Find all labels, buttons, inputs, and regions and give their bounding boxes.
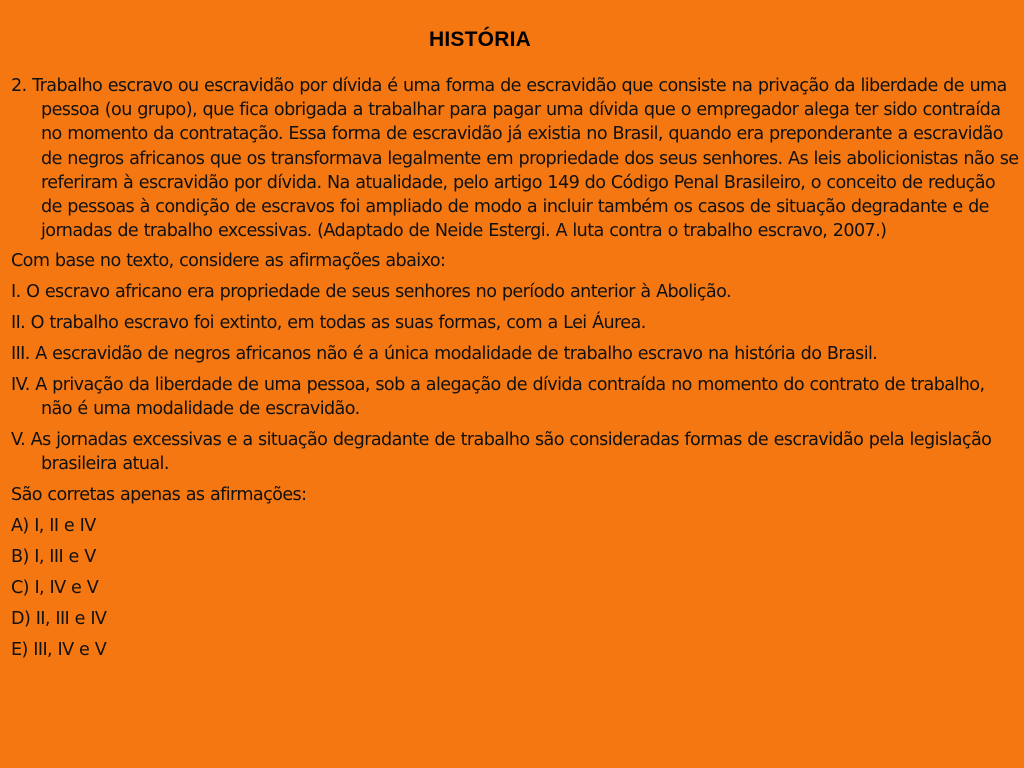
answer-option-b: B) I, III e V xyxy=(11,547,96,568)
statement-item-1: I. O escravo africano era propriedade de seus senhores no período anterior à Abolição. xyxy=(11,282,731,303)
answer-option-a: A) I, II e IV xyxy=(11,516,96,537)
question-conclusion: São corretas apenas as afirmações: xyxy=(11,485,307,506)
question-prompt: Com base no texto, considere as afirmações abaixo: xyxy=(11,251,446,272)
question-body xyxy=(11,74,1019,669)
statement-item-5: V. As jornadas excessivas e a situação degradante de trabalho são consideradas formas de escravidão pela legislação brasileira atual. xyxy=(11,430,992,475)
answer-option-c: C) I, IV e V xyxy=(11,578,99,599)
statement-item-2: II. O trabalho escravo foi extinto, em todas as suas formas, com a Lei Áurea. xyxy=(11,313,646,334)
answer-option-d: D) II, III e IV xyxy=(11,609,107,630)
page-title: HISTÓRIA xyxy=(429,28,531,51)
answer-option-e: E) III, IV e V xyxy=(11,640,107,661)
question-statement: 2. Trabalho escravo ou escravidão por dívida é uma forma de escravidão que consiste na privação da liberdade de uma pessoa (ou grupo), que fica obrigada a trabalhar para pagar uma dívida que o empregador alega ter sido contraída no momento da contratação. Essa forma de escravidão já existia no Brasil, quando era preponderante a escravidão de negros africanos que os transformava legalmente em propriedade dos seus senhores. As leis abolicionistas não se referiram à escravidão por dívida. Na atualidade, pelo artigo 149 do Código Penal Brasileiro, o conceito de redução de pessoas à condição de escravos foi ampliado de modo a incluir também os casos de situação degradante e de jornadas de trabalho excessivas. (Adaptado de Neide Estergi. A luta contra o trabalho escravo, 2007.) xyxy=(11,76,1019,242)
statement-item-4: IV. A privação da liberdade de uma pessoa, sob a alegação de dívida contraída no momento do contrato de trabalho, não é uma modalidade de escravidão. xyxy=(11,375,985,420)
statement-item-3: III. A escravidão de negros africanos não é a única modalidade de trabalho escravo na história do Brasil. xyxy=(11,344,878,365)
